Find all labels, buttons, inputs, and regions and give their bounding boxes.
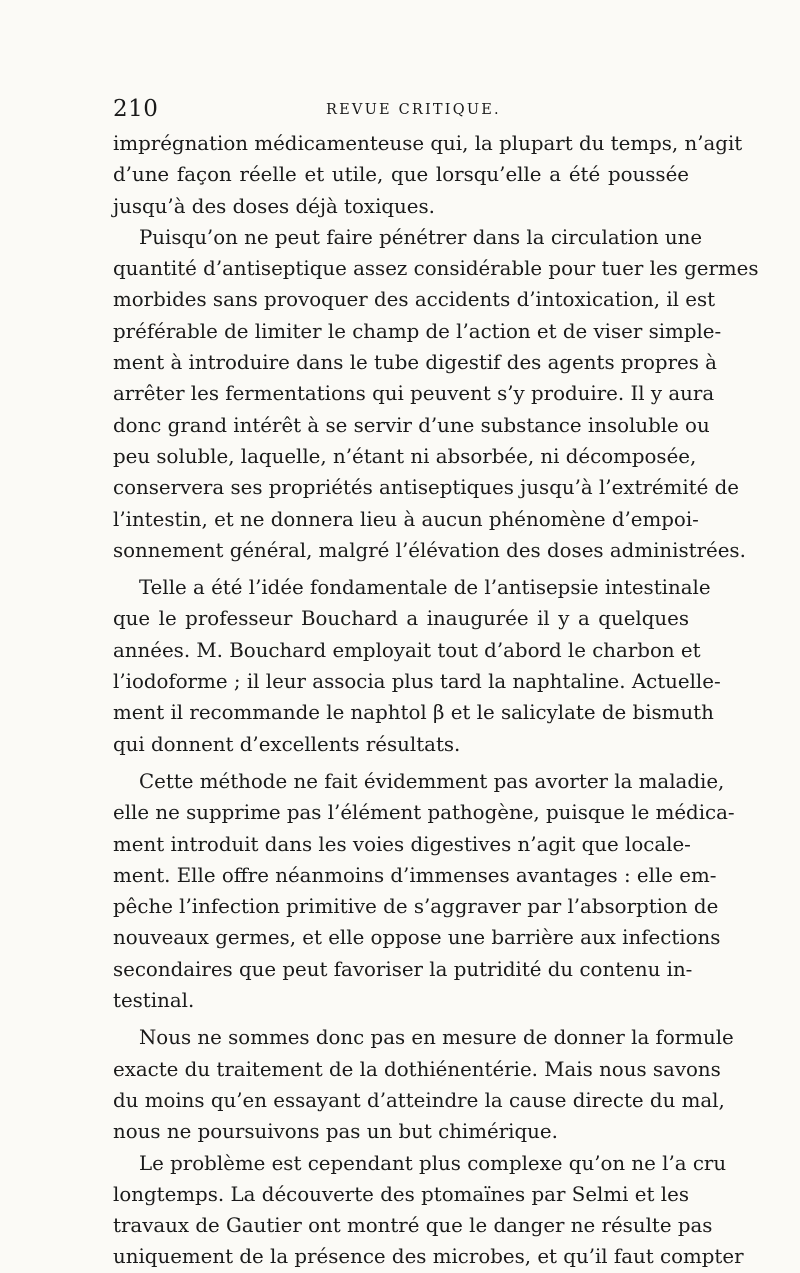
text-line: peu soluble, laquelle, n’étant ni absorbée, ni décomposée, [113, 444, 697, 468]
body-text [113, 128, 759, 1273]
text-line: arrêter les fermentations qui peuvent s’y produire. Il y aura [113, 382, 715, 406]
text-line: ment il recommande le naphtol β et le salicylate de bismuth [113, 701, 714, 725]
paragraph [113, 766, 735, 1016]
text-line: Puisqu’on ne peut faire pénétrer dans la circulation une [139, 225, 703, 249]
text-line: secondaires que peut favoriser la putridité du contenu in- [113, 957, 693, 981]
text-line: sonnement général, malgré l’élévation des doses administrées. [113, 538, 746, 562]
text-line: Nous ne sommes donc pas en mesure de donner la formule [139, 1026, 734, 1050]
text-line: quantité d’antiseptique assez considérable pour tuer les germes [113, 257, 759, 281]
text-line: ment à introduire dans le tube digestif des agents propres à [113, 351, 717, 375]
text-line: conservera ses propriétés antiseptiques jusqu’à l’extrémité de [113, 476, 739, 500]
text-line: Telle a été l’idée fondamentale de l’antisepsie intestinale [139, 576, 711, 600]
text-line: du moins qu’en essayant d’atteindre la cause directe du mal, [113, 1088, 725, 1112]
text-line: qui donnent d’excellents résultats. [113, 732, 461, 756]
paragraph [113, 128, 743, 222]
text-line: travaux de Gautier ont montré que le danger ne résulte pas [113, 1214, 713, 1238]
text-line: exacte du traitement de la dothiénentérie. Mais nous savons [113, 1057, 721, 1081]
text-line: l’iodoforme ; il leur associa plus tard la naphtaline. Actuelle- [113, 670, 721, 694]
paragraph [113, 222, 759, 566]
text-line: imprégnation médicamenteuse qui, la plupart du temps, n’agit [113, 132, 743, 155]
text-line: elle ne supprime pas l’élément pathogène, puisque le médica- [113, 801, 735, 825]
text-line: Le problème est cependant plus complexe qu’on ne l’a cru [139, 1151, 727, 1175]
text-line: donc grand intérêt à se servir d’une substance insoluble ou [113, 413, 710, 437]
text-line: ment introduit dans les voies digestives n’agit que locale- [113, 832, 691, 856]
text-line: préférable de limiter le champ de l’action et de viser simple- [113, 319, 722, 343]
text-line: nous ne poursuivons pas un but chimérique. [113, 1120, 558, 1144]
text-line: pêche l’infection primitive de s’aggraver par l’absorption de [113, 895, 719, 919]
text-line: uniquement de la présence des microbes, et qu’il faut compter [113, 1245, 744, 1269]
text-line: années. M. Bouchard employait tout d’abord le charbon et [113, 638, 701, 662]
text-line: Cette méthode ne fait évidemment pas avorter la maladie, [139, 769, 725, 793]
text-line: longtemps. La découverte des ptomaïnes par Selmi et les [113, 1182, 689, 1206]
text-line: l’intestin, et ne donnera lieu à aucun phénomène d’empoi- [113, 507, 699, 531]
text-line: morbides sans provoquer des accidents d’intoxication, il est [113, 288, 716, 312]
page-header [113, 96, 689, 126]
text-line: ment. Elle offre néanmoins d’immenses avantages : elle em- [113, 863, 717, 887]
running-title: REVUE CRITIQUE. [326, 102, 501, 118]
paragraph [113, 572, 721, 760]
text-line: que le professeur Bouchard a inaugurée il y a quelques [113, 607, 689, 631]
text-line: jusqu’à des doses déjà toxiques. [113, 194, 435, 218]
text-line: d’une façon réelle et utile, que lorsqu’elle a été poussée [113, 163, 689, 187]
paragraph [113, 1022, 734, 1147]
paragraph [113, 1148, 744, 1273]
text-line: nouveaux germes, et elle oppose une barrière aux infections [113, 926, 721, 950]
text-line: testinal. [113, 989, 195, 1013]
page-number: 210 [113, 96, 159, 122]
